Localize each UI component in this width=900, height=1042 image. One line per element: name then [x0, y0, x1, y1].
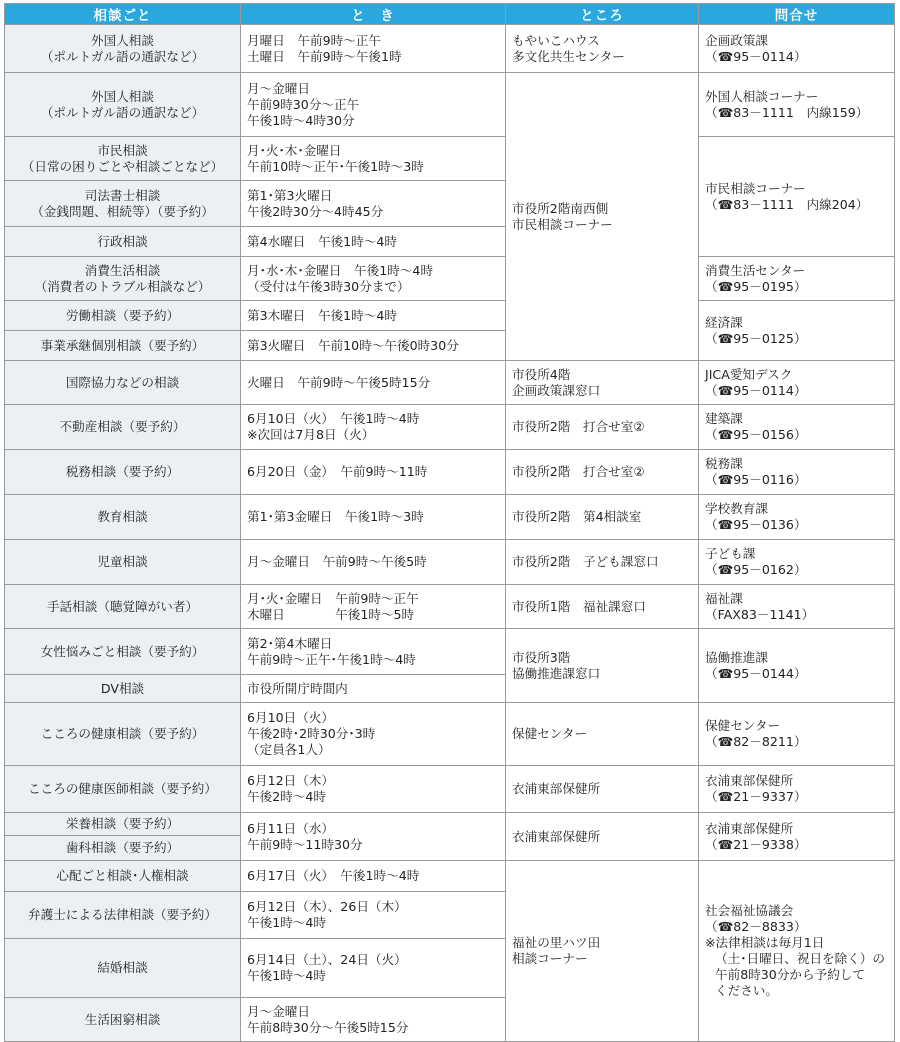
consultation-place: 市役所3階 協働推進課窓口	[506, 629, 699, 703]
consultation-name: 事業承継個別相談（要予約）	[5, 331, 241, 361]
consultation-name: 歯科相談（要予約）	[5, 836, 241, 861]
table-row	[5, 629, 895, 675]
consultation-time: 月･火･木･金曜日 午前10時～正午･午後1時～3時	[241, 137, 506, 181]
consultation-name: 弁護士による法律相談（要予約）	[5, 892, 241, 939]
consultation-name: DV相談	[5, 675, 241, 703]
consultation-name: 結婚相談	[5, 939, 241, 998]
consultation-time: 市役所開庁時間内	[241, 675, 506, 703]
header-place: ところ	[506, 4, 699, 25]
consultation-name: こころの健康医師相談（要予約）	[5, 766, 241, 813]
table-row	[5, 495, 895, 540]
consultation-contact: 外国人相談コーナー （☎83－1111 内線159）	[699, 73, 895, 137]
consultation-name: 労働相談（要予約）	[5, 301, 241, 331]
consultation-name: 国際協力などの相談	[5, 361, 241, 405]
table-row	[5, 861, 895, 892]
consultation-contact: 経済課 （☎95－0125）	[699, 301, 895, 361]
header-time: と き	[241, 4, 506, 25]
consultation-contact: JICA愛知デスク （☎95－0114）	[699, 361, 895, 405]
consultation-contact: 企画政策課 （☎95－0114）	[699, 25, 895, 73]
consultation-contact: 税務課 （☎95－0116）	[699, 450, 895, 495]
consultation-contact: 衣浦東部保健所 （☎21－9338）	[699, 813, 895, 861]
consultation-name: 教育相談	[5, 495, 241, 540]
consultation-contact: 子ども課 （☎95－0162）	[699, 540, 895, 585]
consultation-place: 福祉の里ハツ田 相談コーナー	[506, 861, 699, 1042]
consultation-place: 市役所2階 打合せ室②	[506, 450, 699, 495]
table-row	[5, 25, 895, 73]
consultation-name: 司法書士相談 （金銭問題、相続等）（要予約）	[5, 181, 241, 227]
consultation-name: 不動産相談（要予約）	[5, 405, 241, 450]
consultation-time: 月～金曜日 午前8時30分～午後5時15分	[241, 998, 506, 1042]
consultation-contact: 消費生活センター （☎95－0195）	[699, 257, 895, 301]
consultation-contact: 協働推進課 （☎95－0144）	[699, 629, 895, 703]
consultation-contact: 社会福祉協議会 （☎82－8833） ※法律相談は毎月1日 （土･日曜日、祝日を除く）の 午前8時30分から予約して ください。	[699, 861, 895, 1042]
consultation-time: 第1･第3火曜日 午後2時30分～4時45分	[241, 181, 506, 227]
consultation-time: 月～金曜日 午前9時～午後5時	[241, 540, 506, 585]
consultation-name: 栄養相談（要予約）	[5, 813, 241, 836]
consultation-place: 市役所2階 子ども課窓口	[506, 540, 699, 585]
consultation-table	[4, 3, 895, 1042]
consultation-time: 6月14日（土）、24日（火） 午後1時～4時	[241, 939, 506, 998]
table-row	[5, 585, 895, 629]
consultation-time: 6月10日（火） 午後2時･2時30分･3時 （定員各1人）	[241, 703, 506, 766]
consultation-place: 保健センター	[506, 703, 699, 766]
table-row	[5, 257, 895, 301]
consultation-time: 6月10日（火） 午後1時～4時 ※次回は7月8日（火）	[241, 405, 506, 450]
consultation-time: 月･水･木･金曜日 午後1時～4時 （受付は午後3時30分まで）	[241, 257, 506, 301]
consultation-place: 市役所4階 企画政策課窓口	[506, 361, 699, 405]
consultation-contact: 衣浦東部保健所 （☎21－9337）	[699, 766, 895, 813]
consultation-time: 月･火･金曜日 午前9時～正午 木曜日 午後1時～5時	[241, 585, 506, 629]
consultation-place: もやいこハウス 多文化共生センター	[506, 25, 699, 73]
consultation-time: 火曜日 午前9時～午後5時15分	[241, 361, 506, 405]
consultation-time: 月曜日 午前9時～正午 土曜日 午前9時～午後1時	[241, 25, 506, 73]
consultation-contact: 建築課 （☎95－0156）	[699, 405, 895, 450]
consultation-place: 市役所2階南西側 市民相談コーナー	[506, 73, 699, 361]
consultation-contact: 市民相談コーナー （☎83－1111 内線204）	[699, 137, 895, 257]
consultation-contact: 福祉課 （FAX83－1141）	[699, 585, 895, 629]
table-row	[5, 450, 895, 495]
consultation-time: 6月11日（水） 午前9時～11時30分	[241, 813, 506, 861]
table-row	[5, 301, 895, 331]
consultation-place: 市役所2階 打合せ室②	[506, 405, 699, 450]
consultation-time: 6月17日（火） 午後1時～4時	[241, 861, 506, 892]
consultation-name: 市民相談 （日常の困りごとや相談ごとなど）	[5, 137, 241, 181]
consultation-name: 心配ごと相談･人権相談	[5, 861, 241, 892]
consultation-place: 衣浦東部保健所	[506, 813, 699, 861]
consultation-name: こころの健康相談（要予約）	[5, 703, 241, 766]
table-row	[5, 73, 895, 137]
consultation-place: 市役所2階 第4相談室	[506, 495, 699, 540]
consultation-contact: 保健センター （☎82－8211）	[699, 703, 895, 766]
consultation-place: 市役所1階 福祉課窓口	[506, 585, 699, 629]
consultation-name: 消費生活相談 （消費者のトラブル相談など）	[5, 257, 241, 301]
consultation-time: 6月12日（木） 午後2時～4時	[241, 766, 506, 813]
table-row	[5, 766, 895, 813]
header-contact: 問合せ	[699, 4, 895, 25]
consultation-time: 第2･第4木曜日 午前9時～正午･午後1時～4時	[241, 629, 506, 675]
consultation-name: 児童相談	[5, 540, 241, 585]
consultation-time: 第3火曜日 午前10時～午後0時30分	[241, 331, 506, 361]
consultation-name: 外国人相談 （ポルトガル語の通訳など）	[5, 73, 241, 137]
consultation-time: 第4水曜日 午後1時～4時	[241, 227, 506, 257]
consultation-time: 月～金曜日 午前9時30分～正午 午後1時～4時30分	[241, 73, 506, 137]
header-consultation: 相談ごと	[5, 4, 241, 25]
table-row	[5, 405, 895, 450]
consultation-name: 手話相談（聴覚障がい者）	[5, 585, 241, 629]
consultation-time: 6月20日（金） 午前9時～11時	[241, 450, 506, 495]
table-row	[5, 361, 895, 405]
table-row	[5, 813, 895, 836]
header-row	[5, 4, 895, 25]
table-row	[5, 703, 895, 766]
consultation-name: 外国人相談 （ポルトガル語の通訳など）	[5, 25, 241, 73]
consultation-place: 衣浦東部保健所	[506, 766, 699, 813]
consultation-name: 行政相談	[5, 227, 241, 257]
consultation-contact: 学校教育課 （☎95－0136）	[699, 495, 895, 540]
table-row	[5, 137, 895, 181]
consultation-name: 生活困窮相談	[5, 998, 241, 1042]
consultation-time: 6月12日（木）、26日（木） 午後1時～4時	[241, 892, 506, 939]
table-row	[5, 540, 895, 585]
consultation-time: 第3木曜日 午後1時～4時	[241, 301, 506, 331]
consultation-name: 女性悩みごと相談（要予約）	[5, 629, 241, 675]
consultation-name: 税務相談（要予約）	[5, 450, 241, 495]
consultation-time: 第1･第3金曜日 午後1時～3時	[241, 495, 506, 540]
